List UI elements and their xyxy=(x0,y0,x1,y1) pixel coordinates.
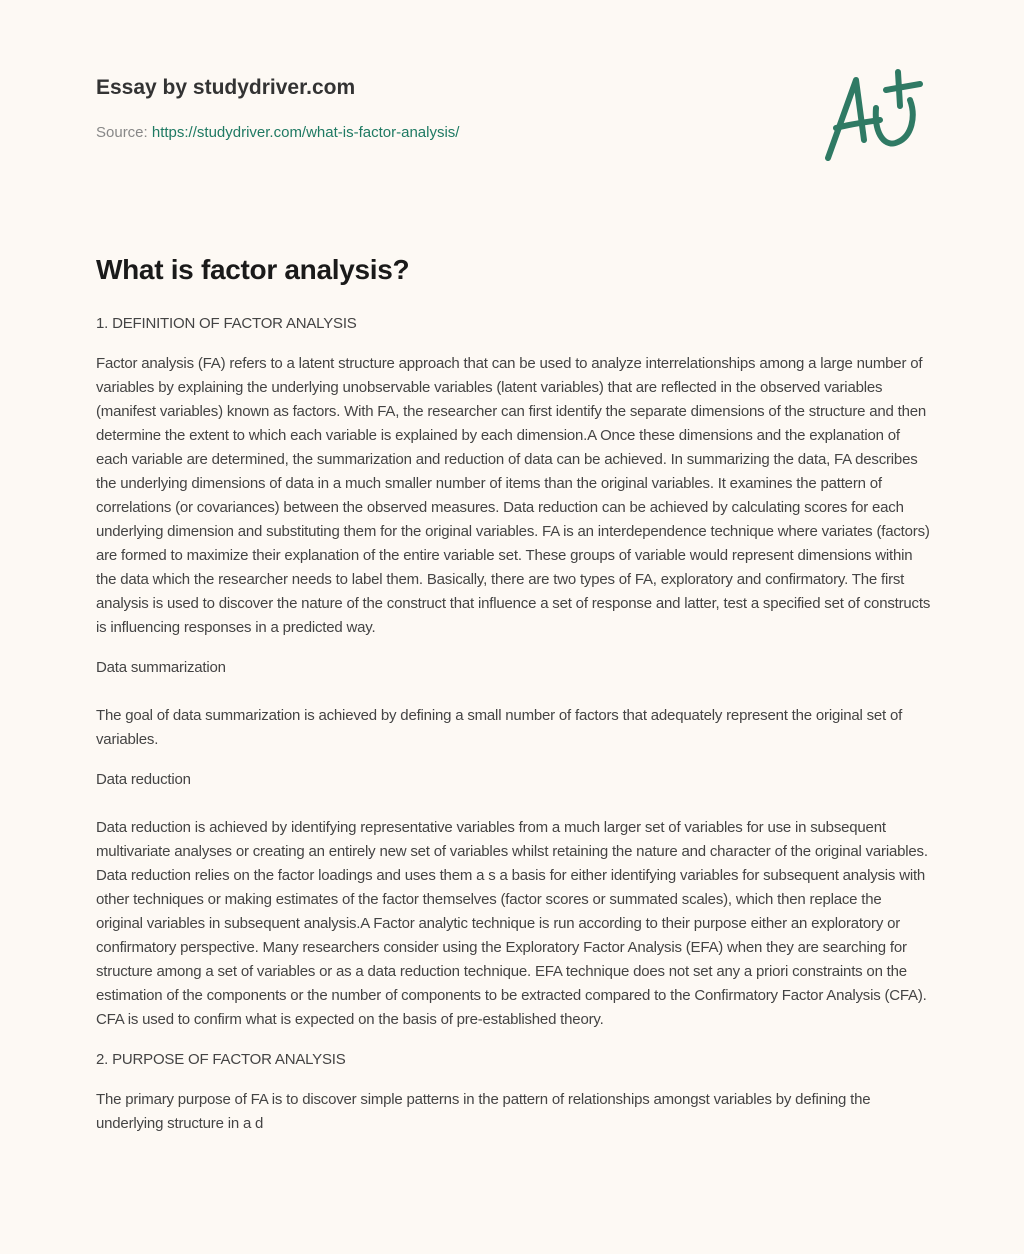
paragraph: Data reduction is achieved by identifying representative variables from a much larger set of variables for use in subsequent multivariate analyses or creating an entirely new set of variables whilst retaining the nature and character of the original variables. Data reduction relies on the factor loadings and uses them a s a basis for either identifying variables for subsequent analysis with other techniques or making estimates of the factor themselves (factor scores or summated scales), which then replace the original variables in subsequent analysis.A Factor analytic technique is run according to their purpose either an exploratory or confirmatory perspective. Many researchers consider using the Exploratory Factor Analysis (EFA) when they are searching for structure among a set of variables or as a data reduction technique. EFA technique does not set any a priori constraints on the estimation of the components or the number of components to be extracted compared to the Confirmatory Factor Analysis (CFA). CFA is used to confirm what is expected on the basis of pre-established theory. xyxy=(96,819,928,1028)
a-plus-logo-icon xyxy=(818,66,928,166)
section-heading: Data reduction xyxy=(96,771,191,788)
paragraph: The primary purpose of FA is to discover simple patterns in the pattern of relationships amongst variables by defining the underlying structure in a d xyxy=(96,1091,871,1132)
source-line xyxy=(96,124,459,141)
source-label: Source: xyxy=(96,124,148,141)
site-brand: Essay by studydriver.com xyxy=(96,76,356,99)
section-heading: Data summarization xyxy=(96,659,226,676)
section-heading: 2. PURPOSE OF FACTOR ANALYSIS xyxy=(96,1051,346,1068)
section-heading: 1. DEFINITION OF FACTOR ANALYSIS xyxy=(96,315,357,332)
essay-content xyxy=(96,254,932,1152)
paragraph: Factor analysis (FA) refers to a latent structure approach that can be used to analyze interrelationships among a large number of variables by explaining the underlying unobservable variables (latent variables) that are reflected in the observed variables (manifest variables) known as factors. With FA, the researcher can first identify the separate dimensions of the structure and then determine the extent to which each variable is explained by each dimension.A Once these dimensions and the explanation of each variable are determined, the summarization and reduction of data can be achieved. In summarizing the data, FA describes the underlying dimensions of data in a much smaller number of items than the original variables. It examines the pattern of correlations (or covariances) between the observed measures. Data reduction can be achieved by calculating scores for each underlying dimension and substituting them for the original variables. FA is an interdependence technique where variates (factors) are formed to maximize their explanation of the entire variable set. These groups of variable would represent dimensions within the data which the researcher needs to label them. Basically, there are two types of FA, exploratory and confirmatory. The first analysis is used to discover the nature of the construct that influence a set of response and latter, test a specified set of constructs is influencing responses in a predicted way. xyxy=(96,355,931,636)
page-title: What is factor analysis? xyxy=(96,254,410,285)
source-link[interactable]: https://studydriver.com/what-is-factor-analysis/ xyxy=(151,124,460,141)
paragraph: The goal of data summarization is achieved by defining a small number of factors that adequately represent the original set of variables. xyxy=(96,707,903,748)
